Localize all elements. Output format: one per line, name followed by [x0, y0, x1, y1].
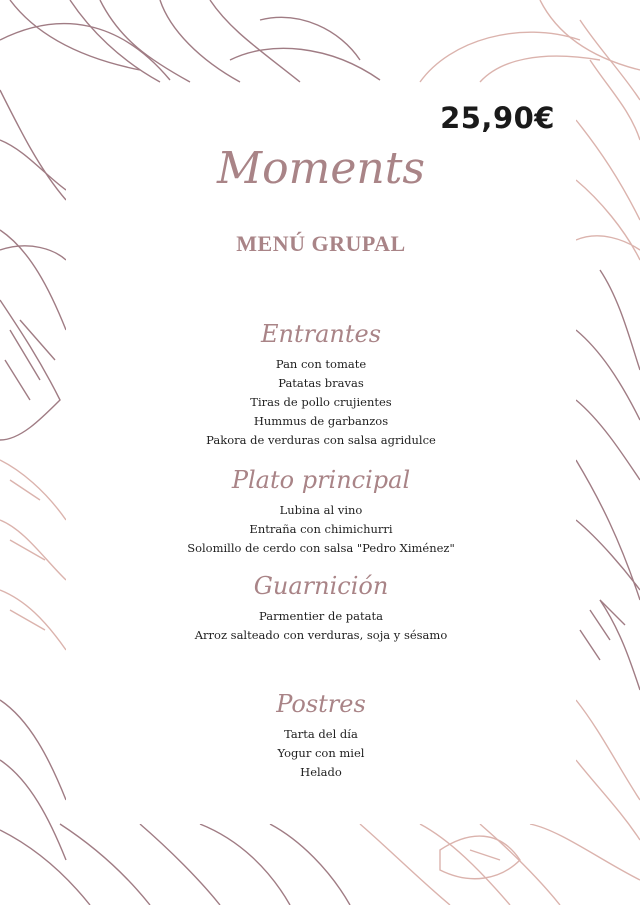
section-guarnicion — [66, 569, 576, 645]
section-heading: Postres — [276, 690, 366, 718]
price: 25,90€ — [440, 101, 555, 135]
menu-item: Pakora de verduras con salsa agridulce — [206, 433, 436, 447]
menu-item: Parmentier de patata — [259, 609, 383, 623]
menu-item: Entraña con chimichurri — [249, 522, 393, 536]
section-postres — [66, 687, 576, 782]
menu-item: Helado — [300, 765, 342, 779]
section-heading: Entrantes — [260, 320, 382, 348]
menu-card — [66, 83, 576, 824]
menu-item: Pan con tomate — [275, 357, 367, 371]
menu-item: Hummus de garbanzos — [253, 414, 389, 428]
menu-item: Tarta del día — [284, 727, 358, 741]
section-heading: Plato principal — [231, 466, 411, 494]
menu-item: Patatas bravas — [278, 376, 364, 390]
menu-subtitle: MENÚ GRUPAL — [236, 231, 406, 256]
section-plato-principal — [66, 463, 576, 558]
menu-item: Solomillo de cerdo con salsa "Pedro Ximénez" — [187, 541, 455, 555]
section-heading: Guarnición — [253, 572, 389, 600]
menu-item: Yogur con miel — [277, 746, 365, 760]
menu-item: Arroz salteado con verduras, soja y sésamo — [194, 628, 448, 642]
menu-item: Lubina al vino — [279, 503, 363, 517]
menu-item: Tiras de pollo crujientes — [250, 395, 392, 409]
menu-title: Moments — [217, 143, 425, 194]
section-entrantes — [66, 317, 576, 450]
